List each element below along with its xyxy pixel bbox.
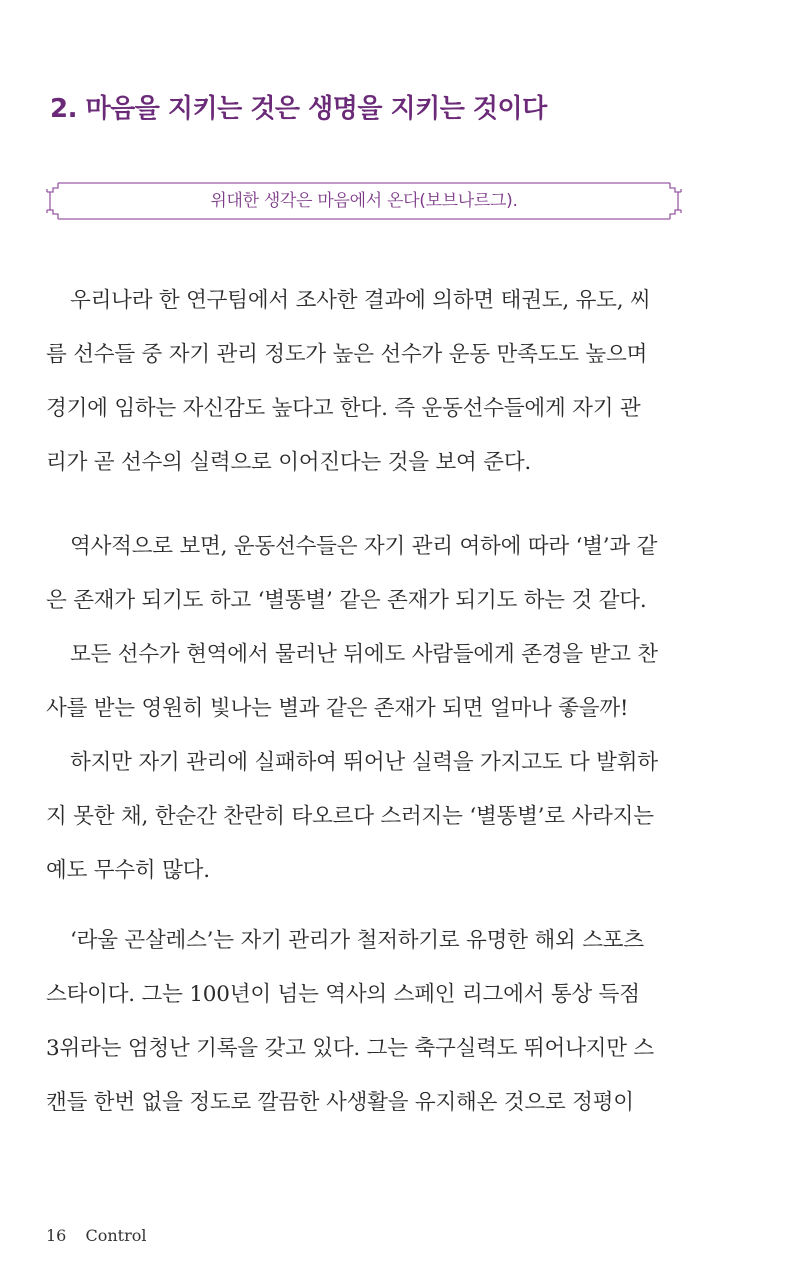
- page-number: 16: [46, 1226, 67, 1245]
- page-footer: [46, 1226, 146, 1245]
- text-line: ‘라울 곤살레스’는 자기 관리가 철저하기로 유명한 해외 스포츠: [70, 928, 644, 953]
- text-line: 역사적으로 보면, 운동선수들은 자기 관리 여하에 따라 ‘별’과 같: [70, 534, 658, 559]
- text-line: 스타이다. 그는 100년이 넘는 역사의 스페인 리그에서 통상 득점: [46, 982, 640, 1007]
- quote-box: [44, 180, 684, 222]
- text-line: 사를 받는 영원히 빛나는 별과 같은 존재가 되면 얼마나 좋을까!: [46, 696, 629, 721]
- text-line: 름 선수들 중 자기 관리 정도가 높은 선수가 운동 만족도도 높으며: [46, 342, 648, 367]
- paragraph-3: [46, 914, 706, 1130]
- running-section-title: Control: [85, 1226, 147, 1245]
- epigraph-quote: 위대한 생각은 마음에서 온다(보브나르그).: [210, 191, 518, 211]
- paragraph-2: [46, 520, 706, 898]
- text-line: 하지만 자기 관리에 실패하여 뛰어난 실력을 가지고도 다 발휘하: [70, 750, 658, 775]
- text-line: 지 못한 채, 한순간 찬란히 타오르다 스러지는 ‘별똥별’로 사라지는: [46, 804, 654, 829]
- paragraph-1: [46, 274, 706, 490]
- text-line: 모든 선수가 현역에서 물러난 뒤에도 사람들에게 존경을 받고 찬: [70, 642, 658, 667]
- text-line: 캔들 한번 없을 정도로 깔끔한 사생활을 유지해온 것으로 정평이: [46, 1090, 634, 1115]
- text-line: 리가 곧 선수의 실력으로 이어진다는 것을 보여 준다.: [46, 450, 532, 475]
- text-line: 우리나라 한 연구팀에서 조사한 결과에 의하면 태권도, 유도, 씨: [70, 288, 651, 313]
- text-line: 예도 무수히 많다.: [46, 858, 210, 883]
- text-line: 경기에 임하는 자신감도 높다고 한다. 즉 운동선수들에게 자기 관: [46, 396, 641, 421]
- text-line: 은 존재가 되기도 하고 ‘별똥별’ 같은 존재가 되기도 하는 것 같다.: [46, 588, 647, 613]
- section-title: 2. 마음을 지키는 것은 생명을 지키는 것이다: [50, 94, 547, 124]
- text-line: 3위라는 엄청난 기록을 갖고 있다. 그는 축구실력도 뛰어나지만 스: [46, 1036, 654, 1061]
